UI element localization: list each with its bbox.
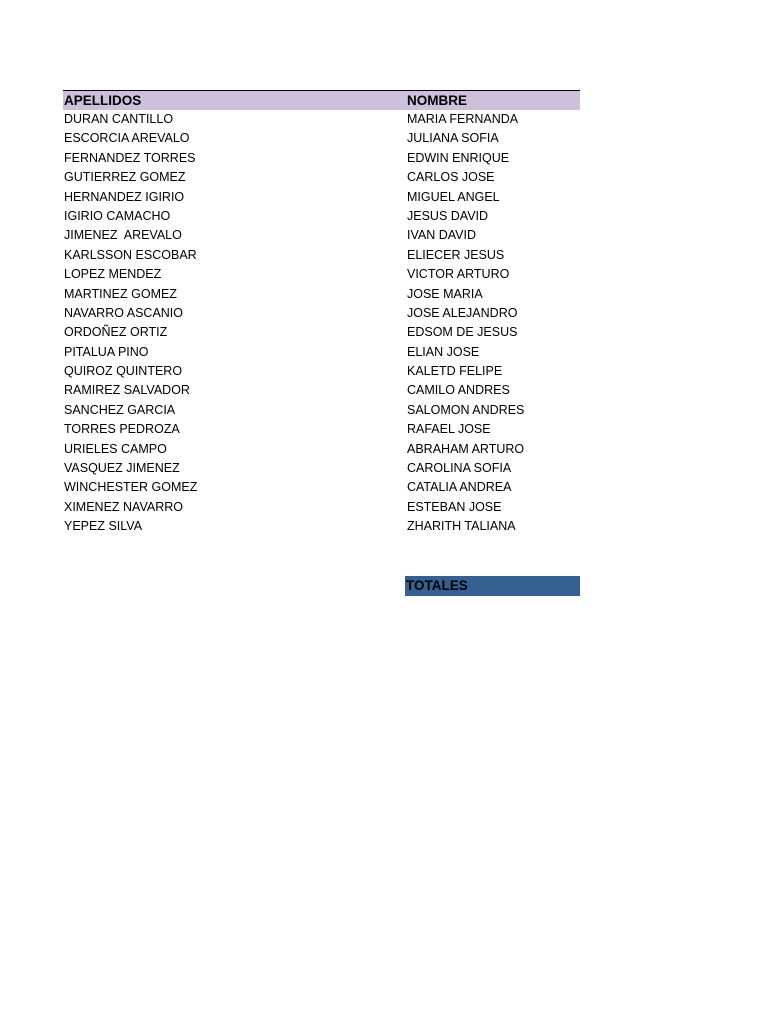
cell-apellidos[interactable]: NAVARRO ASCANIO xyxy=(64,305,184,320)
cell-nombre[interactable]: ELIAN JOSE xyxy=(407,344,480,359)
table-row xyxy=(63,440,580,459)
table-row xyxy=(63,478,580,497)
cell-apellidos[interactable]: URIELES CAMPO xyxy=(64,441,167,456)
cell-nombre[interactable]: VICTOR ARTURO xyxy=(407,267,510,282)
cell-nombre[interactable]: EDSOM DE JESUS xyxy=(407,325,518,340)
header-nombre[interactable]: NOMBRE xyxy=(407,93,467,108)
table-row xyxy=(63,420,580,439)
cell-apellidos[interactable]: IGIRIO CAMACHO xyxy=(64,208,171,223)
table-row xyxy=(63,285,580,304)
table-row xyxy=(63,459,580,478)
cell-nombre[interactable]: EDWIN ENRIQUE xyxy=(407,150,510,165)
cell-nombre[interactable]: ESTEBAN JOSE xyxy=(407,499,502,514)
cell-apellidos[interactable]: HERNANDEZ IGIRIO xyxy=(64,189,185,204)
cell-apellidos[interactable]: KARLSSON ESCOBAR xyxy=(64,247,197,262)
cell-nombre[interactable]: CATALIA ANDREA xyxy=(407,480,512,495)
cell-apellidos[interactable]: ESCORCIA AREVALO xyxy=(64,131,190,146)
table-row xyxy=(63,188,580,207)
cell-nombre[interactable]: JULIANA SOFIA xyxy=(407,131,499,146)
cell-nombre[interactable]: RAFAEL JOSE xyxy=(407,422,491,437)
table-row xyxy=(63,149,580,168)
cell-nombre[interactable]: MARIA FERNANDA xyxy=(407,112,519,126)
cell-apellidos[interactable]: MARTINEZ GOMEZ xyxy=(64,286,177,301)
cell-apellidos[interactable]: LOPEZ MENDEZ xyxy=(64,267,162,282)
cell-apellidos[interactable]: FERNANDEZ TORRES xyxy=(64,150,196,165)
table-row xyxy=(63,517,580,536)
table-row xyxy=(63,246,580,265)
table-row xyxy=(63,265,580,284)
cell-apellidos[interactable]: PITALUA PINO xyxy=(64,344,149,359)
cell-nombre[interactable]: JOSE ALEJANDRO xyxy=(407,305,518,320)
cell-apellidos[interactable]: TORRES PEDROZA xyxy=(64,422,180,437)
cell-apellidos[interactable]: VASQUEZ JIMENEZ xyxy=(64,461,180,476)
cell-apellidos[interactable]: RAMIREZ SALVADOR xyxy=(64,383,190,398)
table-row xyxy=(63,304,580,323)
table-row xyxy=(63,498,580,517)
cell-apellidos[interactable]: ORDOÑEZ ORTIZ xyxy=(64,325,168,340)
table-row xyxy=(63,129,580,148)
cell-nombre[interactable]: MIGUEL ANGEL xyxy=(407,189,500,204)
cell-nombre[interactable]: CAROLINA SOFIA xyxy=(407,461,512,476)
table-header-row xyxy=(63,90,580,110)
cell-nombre[interactable]: ABRAHAM ARTURO xyxy=(407,441,525,456)
cell-nombre[interactable]: JOSE MARIA xyxy=(407,286,483,301)
cell-nombre[interactable]: IVAN DAVID xyxy=(407,228,476,243)
cell-nombre[interactable]: ELIECER JESUS xyxy=(407,247,505,262)
cell-nombre[interactable]: SALOMON ANDRES xyxy=(407,402,525,417)
cell-nombre[interactable]: JESUS DAVID xyxy=(407,208,489,223)
cell-apellidos[interactable]: DURAN CANTILLO xyxy=(64,112,174,126)
cell-nombre[interactable]: CAMILO ANDRES xyxy=(407,383,510,398)
cell-nombre[interactable]: ZHARITH TALIANA xyxy=(407,519,516,534)
cell-apellidos[interactable]: SANCHEZ GARCIA xyxy=(64,402,176,417)
cell-nombre[interactable]: CARLOS JOSE xyxy=(407,170,495,185)
header-apellidos[interactable]: APELLIDOS xyxy=(64,93,142,108)
table-row xyxy=(63,168,580,187)
cell-apellidos[interactable]: XIMENEZ NAVARRO xyxy=(64,499,183,514)
table-row xyxy=(63,381,580,400)
cell-apellidos[interactable]: JIMENEZ AREVALO xyxy=(64,228,182,243)
table-row xyxy=(63,401,580,420)
cell-nombre[interactable]: KALETD FELIPE xyxy=(407,364,503,379)
table-row xyxy=(63,207,580,226)
table-row xyxy=(63,226,580,245)
cell-apellidos[interactable]: GUTIERREZ GOMEZ xyxy=(64,170,186,185)
table-row xyxy=(63,110,580,129)
cell-apellidos[interactable]: QUIROZ QUINTERO xyxy=(64,364,183,379)
cell-apellidos[interactable]: WINCHESTER GOMEZ xyxy=(64,480,198,495)
totals-cell[interactable]: TOTALES xyxy=(405,576,580,596)
cell-apellidos[interactable]: YEPEZ SILVA xyxy=(64,519,143,534)
table-row xyxy=(63,323,580,342)
table-row xyxy=(63,343,580,362)
table-row xyxy=(63,362,580,381)
table-body xyxy=(63,110,580,537)
spreadsheet-table xyxy=(63,90,580,537)
